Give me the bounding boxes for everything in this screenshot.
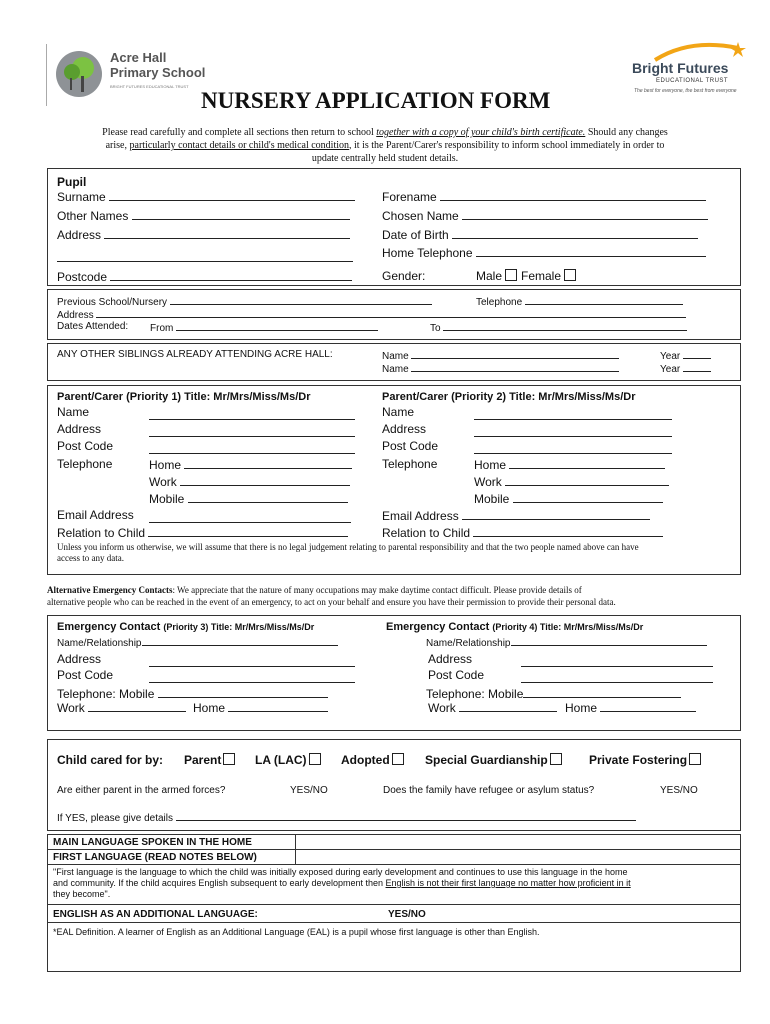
intro-text <box>0 126 770 165</box>
main-language-label: MAIN LANGUAGE SPOKEN IN THE HOME <box>53 837 252 848</box>
previous-telephone-field[interactable] <box>476 295 683 308</box>
chosen-name-field[interactable] <box>382 208 708 223</box>
p2-address-input[interactable] <box>474 424 672 442</box>
e4-home-field[interactable] <box>565 700 696 715</box>
work-label: Work <box>57 701 85 715</box>
divider <box>47 864 741 865</box>
lac-checkbox[interactable] <box>309 753 321 765</box>
school-name-1: Acre Hall <box>110 50 167 65</box>
first-language-note <box>53 867 631 900</box>
name-rel-label: Name/Relationship <box>57 638 142 649</box>
e3-name-rel-field[interactable] <box>57 636 338 649</box>
note-emphasis: English is not their first language no matter how proficient in it <box>385 878 631 888</box>
dob-label: Date of Birth <box>382 228 449 242</box>
chosen-name-label: Chosen Name <box>382 209 459 223</box>
p2-name-input[interactable] <box>474 407 672 425</box>
p1-home-field[interactable] <box>149 457 352 472</box>
school-name-2: Primary School <box>110 65 206 80</box>
special-checkbox[interactable] <box>550 753 562 765</box>
note-line: and community. If the child acquires English subsequent to early development then <box>53 878 386 888</box>
other-names-label: Other Names <box>57 209 129 223</box>
sibling-year-label: Year <box>660 364 681 375</box>
surname-label: Surname <box>57 190 106 204</box>
p2-address-label: Address <box>382 422 427 436</box>
female-checkbox[interactable] <box>564 269 576 281</box>
p1-name-label: Name <box>57 405 90 419</box>
intro-part: , it is the Parent/Carer's responsibility to inform school immediately in order to <box>349 140 665 151</box>
p1-email-label: Email Address <box>57 508 134 522</box>
postcode-field[interactable] <box>57 269 352 284</box>
p1-telephone-label: Telephone <box>57 457 113 471</box>
first-language-input[interactable] <box>297 851 739 863</box>
p1-address-input[interactable] <box>149 424 355 442</box>
refugee-yesno[interactable]: YES/NO <box>660 785 698 796</box>
emergency3-title <box>57 621 314 633</box>
surname-field[interactable] <box>57 189 355 204</box>
trust-logo <box>630 40 750 100</box>
address-label: Address <box>57 228 102 242</box>
cared-special-option[interactable] <box>425 753 562 767</box>
refugee-question: Does the family have refugee or asylum status? <box>383 785 595 796</box>
female-label: Female <box>521 269 562 283</box>
siblings-label: ANY OTHER SIBLINGS ALREADY ATTENDING ACRE HALL: <box>57 349 333 360</box>
lac-label: LA (LAC) <box>255 753 307 767</box>
e3-postcode-label: Post Code <box>57 668 114 682</box>
p2-email-field[interactable] <box>382 508 650 523</box>
from-label: From <box>150 323 174 334</box>
tel-mobile-label: Telephone: Mobile <box>57 687 155 701</box>
trust-tagline: The best for everyone, the best from everyone <box>634 88 737 94</box>
e3-mobile-field[interactable] <box>57 686 328 701</box>
p1-postcode-label: Post Code <box>57 439 114 453</box>
parent-label: Parent <box>184 753 222 767</box>
gender-label: Gender: <box>382 269 426 283</box>
relation-label: Relation to Child <box>57 526 146 540</box>
e4-name-rel-field[interactable] <box>426 636 707 649</box>
male-label: Male <box>476 269 503 283</box>
first-language-label: FIRST LANGUAGE (READ NOTES BELOW) <box>53 852 257 863</box>
details-field[interactable] <box>57 811 636 824</box>
tree-logo-icon <box>54 48 104 100</box>
p2-relation-field[interactable] <box>382 525 663 540</box>
mobile-label: Mobile <box>474 492 510 506</box>
p1-address-label: Address <box>57 422 102 436</box>
e4-postcode-label: Post Code <box>428 668 485 682</box>
emergency4-title-a: Emergency Contact <box>386 621 493 633</box>
e3-work-field[interactable] <box>57 700 186 715</box>
sibling-year-label: Year <box>660 351 681 362</box>
school-logo <box>46 44 206 108</box>
address-line2[interactable] <box>57 249 353 267</box>
alt-contacts-line: alternative people who can be reached in the event of an emergency, to act on your behalf and ensure you have their permission to provide their personal data. <box>47 597 616 607</box>
emergency3-title-a: Emergency Contact <box>57 621 164 633</box>
parent-checkbox[interactable] <box>223 753 235 765</box>
alt-contacts-heading: Alternative Emergency Contacts <box>47 585 173 595</box>
trust-sub: EDUCATIONAL TRUST <box>656 78 729 84</box>
intro-part: Should any changes <box>585 127 668 138</box>
sibling-year-2[interactable] <box>660 362 711 375</box>
home-telephone-label: Home Telephone <box>382 246 473 260</box>
adopted-checkbox[interactable] <box>392 753 404 765</box>
e3-home-field[interactable] <box>193 700 328 715</box>
p2-home-field[interactable] <box>474 457 665 472</box>
note-line: access to any data. <box>57 553 124 563</box>
armed-forces-question: Are either parent in the armed forces? <box>57 785 226 796</box>
dates-attended-label: Dates Attended: <box>57 321 129 332</box>
divider <box>47 849 741 850</box>
dates-from-field[interactable] <box>150 321 378 334</box>
previous-school-label: Previous School/Nursery <box>57 297 168 308</box>
cared-adopted-option[interactable] <box>341 753 404 767</box>
alt-contacts-line: : We appreciate that the nature of many occupations may make daytime contact difficult. Please provide details of <box>172 585 582 595</box>
sibling-year-1[interactable] <box>660 349 711 362</box>
other-names-field[interactable] <box>57 208 350 223</box>
private-label: Private Fostering <box>589 753 688 767</box>
p2-name-label: Name <box>382 405 415 419</box>
note-line: "First language is the language to which the child was initially exposed during early development and continues to use this language in the home <box>53 867 628 877</box>
page-title: NURSERY APPLICATION FORM <box>201 88 551 113</box>
to-label: To <box>430 323 441 334</box>
p1-name-input[interactable] <box>149 407 355 425</box>
private-checkbox[interactable] <box>689 753 701 765</box>
forename-label: Forename <box>382 190 437 204</box>
tel-mobile-label: Telephone: Mobile <box>426 687 524 701</box>
parental-responsibility-note <box>57 542 639 564</box>
previous-school-field[interactable] <box>57 295 432 308</box>
intro-part: arise, <box>105 140 130 151</box>
cared-parent-option[interactable] <box>184 753 235 767</box>
intro-emphasis: together with a copy of your child's birth certificate. <box>376 127 586 138</box>
sibling-name-label: Name <box>382 351 409 362</box>
e4-address-label: Address <box>428 652 473 666</box>
e4-mobile-field[interactable] <box>426 686 681 701</box>
home-label: Home <box>149 458 182 472</box>
previous-telephone-label: Telephone <box>476 297 523 308</box>
main-language-input[interactable] <box>297 836 739 848</box>
note-line: Unless you inform us otherwise, we will assume that there is no legal judgement relating to parental responsibility and that the two people named above can have <box>57 542 639 552</box>
mobile-label: Mobile <box>149 492 185 506</box>
p2-postcode-label: Post Code <box>382 439 439 453</box>
eal-yesno[interactable]: YES/NO <box>388 909 426 920</box>
eal-label: ENGLISH AS AN ADDITIONAL LANGUAGE: <box>53 909 258 920</box>
emergency4-title <box>386 621 643 633</box>
intro-part: update centrally held student details. <box>311 153 459 164</box>
p2-mobile-field[interactable] <box>474 491 663 506</box>
male-checkbox[interactable] <box>505 269 517 281</box>
emergency3-title-b: (Priority 3) Title: Mr/Mrs/Miss/Ms/Dr <box>163 622 315 632</box>
alt-contacts-text <box>47 584 616 608</box>
cared-private-option[interactable] <box>589 753 701 767</box>
name-rel-label: Name/Relationship <box>426 638 511 649</box>
home-telephone-field[interactable] <box>382 245 706 260</box>
trust-name: Bright Futures <box>632 60 729 76</box>
adopted-label: Adopted <box>341 753 390 767</box>
intro-emphasis: particularly contact details or child's medical condition <box>129 140 350 151</box>
relation-label: Relation to Child <box>382 526 471 540</box>
details-label: If YES, please give details <box>57 813 173 824</box>
divider <box>47 922 741 923</box>
home-label: Home <box>565 701 598 715</box>
divider <box>47 904 741 905</box>
eal-definition: *EAL Definition. A learner of English as an Additional Language (EAL) is a pupil whose first language is other than English. <box>53 927 540 937</box>
home-label: Home <box>193 701 226 715</box>
p1-relation-field[interactable] <box>57 525 348 540</box>
p2-telephone-label: Telephone <box>382 457 438 471</box>
work-label: Work <box>474 475 502 489</box>
p1-work-field[interactable] <box>149 474 350 489</box>
parent1-title: Parent/Carer (Priority 1) Title: Mr/Mrs/Miss/Ms/Dr <box>57 391 311 403</box>
work-label: Work <box>428 701 456 715</box>
previous-address-field[interactable] <box>57 308 686 321</box>
intro-part: Please read carefully and complete all sections then return to school <box>102 127 377 138</box>
emergency4-title-b: (Priority 4) Title: Mr/Mrs/Miss/Ms/Dr <box>492 622 644 632</box>
note-line: they become". <box>53 889 111 899</box>
dob-field[interactable] <box>382 227 698 242</box>
gender-male-option[interactable] <box>476 269 517 283</box>
cared-for-label: Child cared for by: <box>57 753 164 767</box>
dates-to-field[interactable] <box>430 321 687 334</box>
armed-forces-yesno[interactable]: YES/NO <box>290 785 328 796</box>
home-label: Home <box>474 458 507 472</box>
sibling-name-1[interactable] <box>382 349 619 362</box>
star-arc-icon <box>650 40 750 62</box>
email-label: Email Address <box>382 509 459 523</box>
gender-female-option[interactable] <box>521 269 576 283</box>
p2-work-field[interactable] <box>474 474 669 489</box>
pupil-heading: Pupil <box>57 175 87 189</box>
e4-work-field[interactable] <box>428 700 557 715</box>
sibling-name-2[interactable] <box>382 362 619 375</box>
cared-lac-option[interactable] <box>255 753 321 767</box>
previous-address-label: Address <box>57 310 94 321</box>
sibling-name-label: Name <box>382 364 409 375</box>
divider <box>295 834 296 864</box>
e3-address-label: Address <box>57 652 102 666</box>
special-label: Special Guardianship <box>425 753 548 767</box>
address-field[interactable] <box>57 227 350 242</box>
parent2-title: Parent/Carer (Priority 2) Title: Mr/Mrs/Miss/Ms/Dr <box>382 391 636 403</box>
p1-mobile-field[interactable] <box>149 491 348 506</box>
postcode-label: Postcode <box>57 270 108 284</box>
forename-field[interactable] <box>382 189 706 204</box>
work-label: Work <box>149 475 177 489</box>
school-trust-small: BRIGHT FUTURES EDUCATIONAL TRUST <box>110 84 189 89</box>
